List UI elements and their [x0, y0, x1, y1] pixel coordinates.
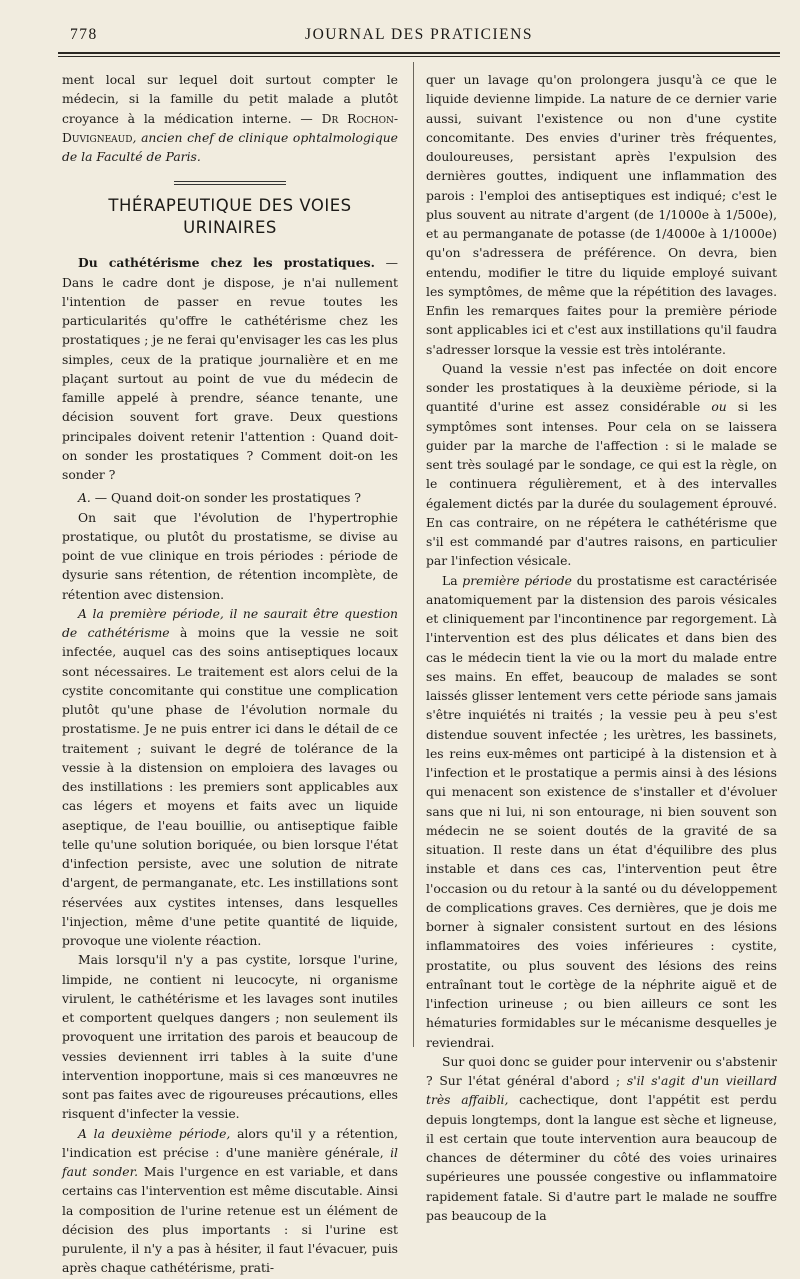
text: cachectique, dont l'appétit est perdu depuis longtemps, dont la langue est sèche et ligneuse, il est certain que toute intervention aura beaucoup de chances de déterminer du côté des voies urinaires supérieures une poussée congestive ou inflammatoire rapidement fatale. Si d'autre part le malade ne souffre pas beaucoup de la	[426, 1093, 777, 1223]
emphasis: il faut sonder.	[62, 1145, 398, 1179]
page-number: 778	[70, 26, 98, 43]
section-divider	[174, 181, 286, 185]
journal-title: JOURNAL DES PRATICIENS	[305, 26, 533, 43]
paragraph	[62, 1125, 398, 1279]
emphasis: première période	[462, 573, 572, 588]
section-title: THÉRAPEUTIQUE DES VOIES URINAIRES	[108, 196, 352, 238]
header-rule	[58, 52, 780, 57]
author-role: , ancien chef de clinique ophtalmologique de la Faculté de Paris.	[62, 130, 398, 164]
paragraph	[62, 71, 398, 167]
right-column	[426, 71, 777, 1226]
text: si les symptômes sont intenses. Pour cela on se laissera guider par la marche de l'affection : si le malade se sent très soulagé par le sondage, ce qui est la règle, on le continuera régulièrement, et à des intervalles également dictés par la durée du soulagement éprouvé. En cas contraire, on ne répétera le cathétérisme que s'il est commandé par d'autres raisons, en particulier par l'infection vésicale.	[426, 400, 778, 569]
paragraph: Mais lorsqu'il n'y a pas cystite, lorsque l'urine, limpide, ne contient ni leucocyte, ni organisme virulent, le cathétérisme et les lavages sont inutiles et comportent quelques dangers ; non seulement ils provoquent une irritation des parois et beaucoup de vessies deviennent irri tables à la suite d'une intervention inopportune, mais si ces manœuvres ne sont pas faites avec de rigoureuses précautions, elles risquent d'infecter la vessie.	[62, 953, 398, 1122]
text: Mais l'urgence en est variable, et dans certains cas l'intervention est même discutable. Ainsi la composition de l'urine retenue est un élément de décision des plus importants : si l'urine est purulente, il n'y a pas à hésiter, il faut l'évacuer, puis après chaque cathétérisme, prati-	[62, 1165, 398, 1276]
paragraph	[426, 360, 777, 572]
paragraph	[62, 605, 398, 952]
text: alors qu'il y a rétention, l'indication est précise : d'une manière générale,	[62, 1126, 398, 1160]
text: ment local sur lequel doit surtout compter le médecin, si la famille du petit malade a plutôt croyance à la médication interne. —	[62, 73, 398, 126]
paragraph: quer un lavage qu'on prolongera jusqu'à ce que le liquide devienne limpide. La nature de ce dernier varie aussi, suivant l'existence ou non d'une cystite concomitante. Des envies d'uriner très fréquentes, douloureuses, persistant après l'expulsion des dernières gouttes, indiquent une inflammation des parois : l'emploi des antiseptiques est indiqué; c'est le plus souvent au nitrate d'argent (de 1/1000e à 1/500e), et au permanganate de potasse (de 1/4000e à 1/1000e) qu'on s'adressera de préférence. On devra, bien entendu, modifier le titre du liquide employé suivant les symptômes, de même que la répétition des lavages. Enfin les remarques faites pour la première période sont applicables ici et c'est aux instillations qu'il faudra s'adresser lorsque la vessie est très intolérante.	[426, 73, 777, 357]
column-divider	[413, 62, 414, 1047]
paragraph	[426, 572, 777, 1053]
left-column	[62, 71, 398, 1279]
question-heading	[62, 489, 398, 508]
text: — Dans le cadre dont je dispose, je n'ai nullement l'intention de passer en revue toutes les particularités qu'offre le cathétérisme chez les prostatiques ; je ne ferai qu'envisager les cas les plus simples, ceux de la pratique journalière et en me plaçant surtout au point de vue du médecin de famille appelé à prendre, séance tenante, une décision souvent fort grave. Deux questions principales doivent retenir l'attention : Quand doit-on sonder les prostatiques ? Comment doit-on les sonder ?	[62, 256, 398, 482]
paragraph: On sait que l'évolution de l'hypertrophie prostatique, ou plutôt du prostatisme, se divise au point de vue clinique en trois périodes : période de dysurie sans rétention, de rétention incomplète, de rétention avec distension.	[62, 510, 398, 602]
question-letter: A.	[78, 491, 91, 506]
emphasis: ou	[711, 400, 727, 415]
paragraph-lead: Du cathétérisme chez les prostatiques.	[78, 255, 375, 271]
text: Sur quoi donc se guider pour intervenir ou s'abstenir ? Sur l'état général d'abord ;	[426, 1054, 777, 1088]
emphasis: s'il s'agit d'un vieillard très affaibli,	[426, 1074, 777, 1108]
author-name: Dr Rochon-Duvigneaud	[62, 111, 398, 145]
text: Quand la vessie n'est pas infectée on doit encore sonder les prostatiques à la deuxième période, si la quantité d'urine est assez considérable	[426, 361, 777, 415]
text: du prostatisme est caractérisée anatomiquement par la distension des parois vésicales et cliniquement par l'incontinence par regorgement. Là l'intervention est des plus délicates et dans bien des cas le médecin tient la vie ou la mort du malade entre ses mains. En effet, beaucoup de malades se sont laissés glisser lentement vers cette période sans jamais s'être inquiétés ni traités ; la vessie peu à peu s'est distendue souvent infectée ; les urètres, les bassinets, les reins eux-mêmes ont participé à la distension et à l'infection et le prostatique a permis ainsi à des lésions qui menacent son existence de s'installer et d'évoluer sans que ni lui, ni son entourage, ni bien souvent son médecin ne se soient doutés de la gravité de sa situation. Il reste dans un état d'équilibre des plus instable et dans ces cas, l'intervention peut être l'occasion ou du retour à la santé ou du développement de complications graves. Ces dernières, que je dois me borner à signaler consistent surtout en des lésions inflammatoires des voies inférieures : cystite, prostatite, ou plus souvent des lésions des reins entraînant tout le cortège de la néphrite aiguë et de l'infection urineuse ; ou bien ailleurs ce sont les hématuries formidables sur le mécanisme desquelles je reviendrai.	[426, 573, 778, 1050]
text: — Quand doit-on sonder les prostatiques ?	[90, 491, 362, 506]
text: La	[442, 573, 463, 588]
paragraph	[426, 1053, 777, 1226]
emphasis: A la première période, il ne saurait être question de cathétérisme	[62, 606, 398, 640]
emphasis: A la deuxième période,	[78, 1126, 231, 1141]
paragraph	[62, 253, 398, 485]
page-header	[60, 26, 778, 48]
text: à moins que la vessie ne soit infectée, auquel cas des soins antiseptiques locaux sont nécessaires. Le traitement est alors celui de la cystite concomitante qui constitue une complication plutôt qu'une phase de l'évolution normale du prostatisme. Je ne puis entrer ici dans le détail de ce traitement ; suivant le degré de tolérance de la vessie à la distension on emploiera des lavages ou des instillations : les premiers sont applicables aux cas légers et moyens et faits avec un liquide aseptique, de l'eau bouillie, ou antiseptique faible telle qu'une solution boriquée, ou bien lorsque l'état d'infection persiste, avec une solution de nitrate d'argent, de permanganate, etc. Les instillations sont réservées aux cystites intenses, dans lesquelles l'injection, même d'une petite quantité de liquide, provoque une violente réaction.	[62, 626, 398, 948]
